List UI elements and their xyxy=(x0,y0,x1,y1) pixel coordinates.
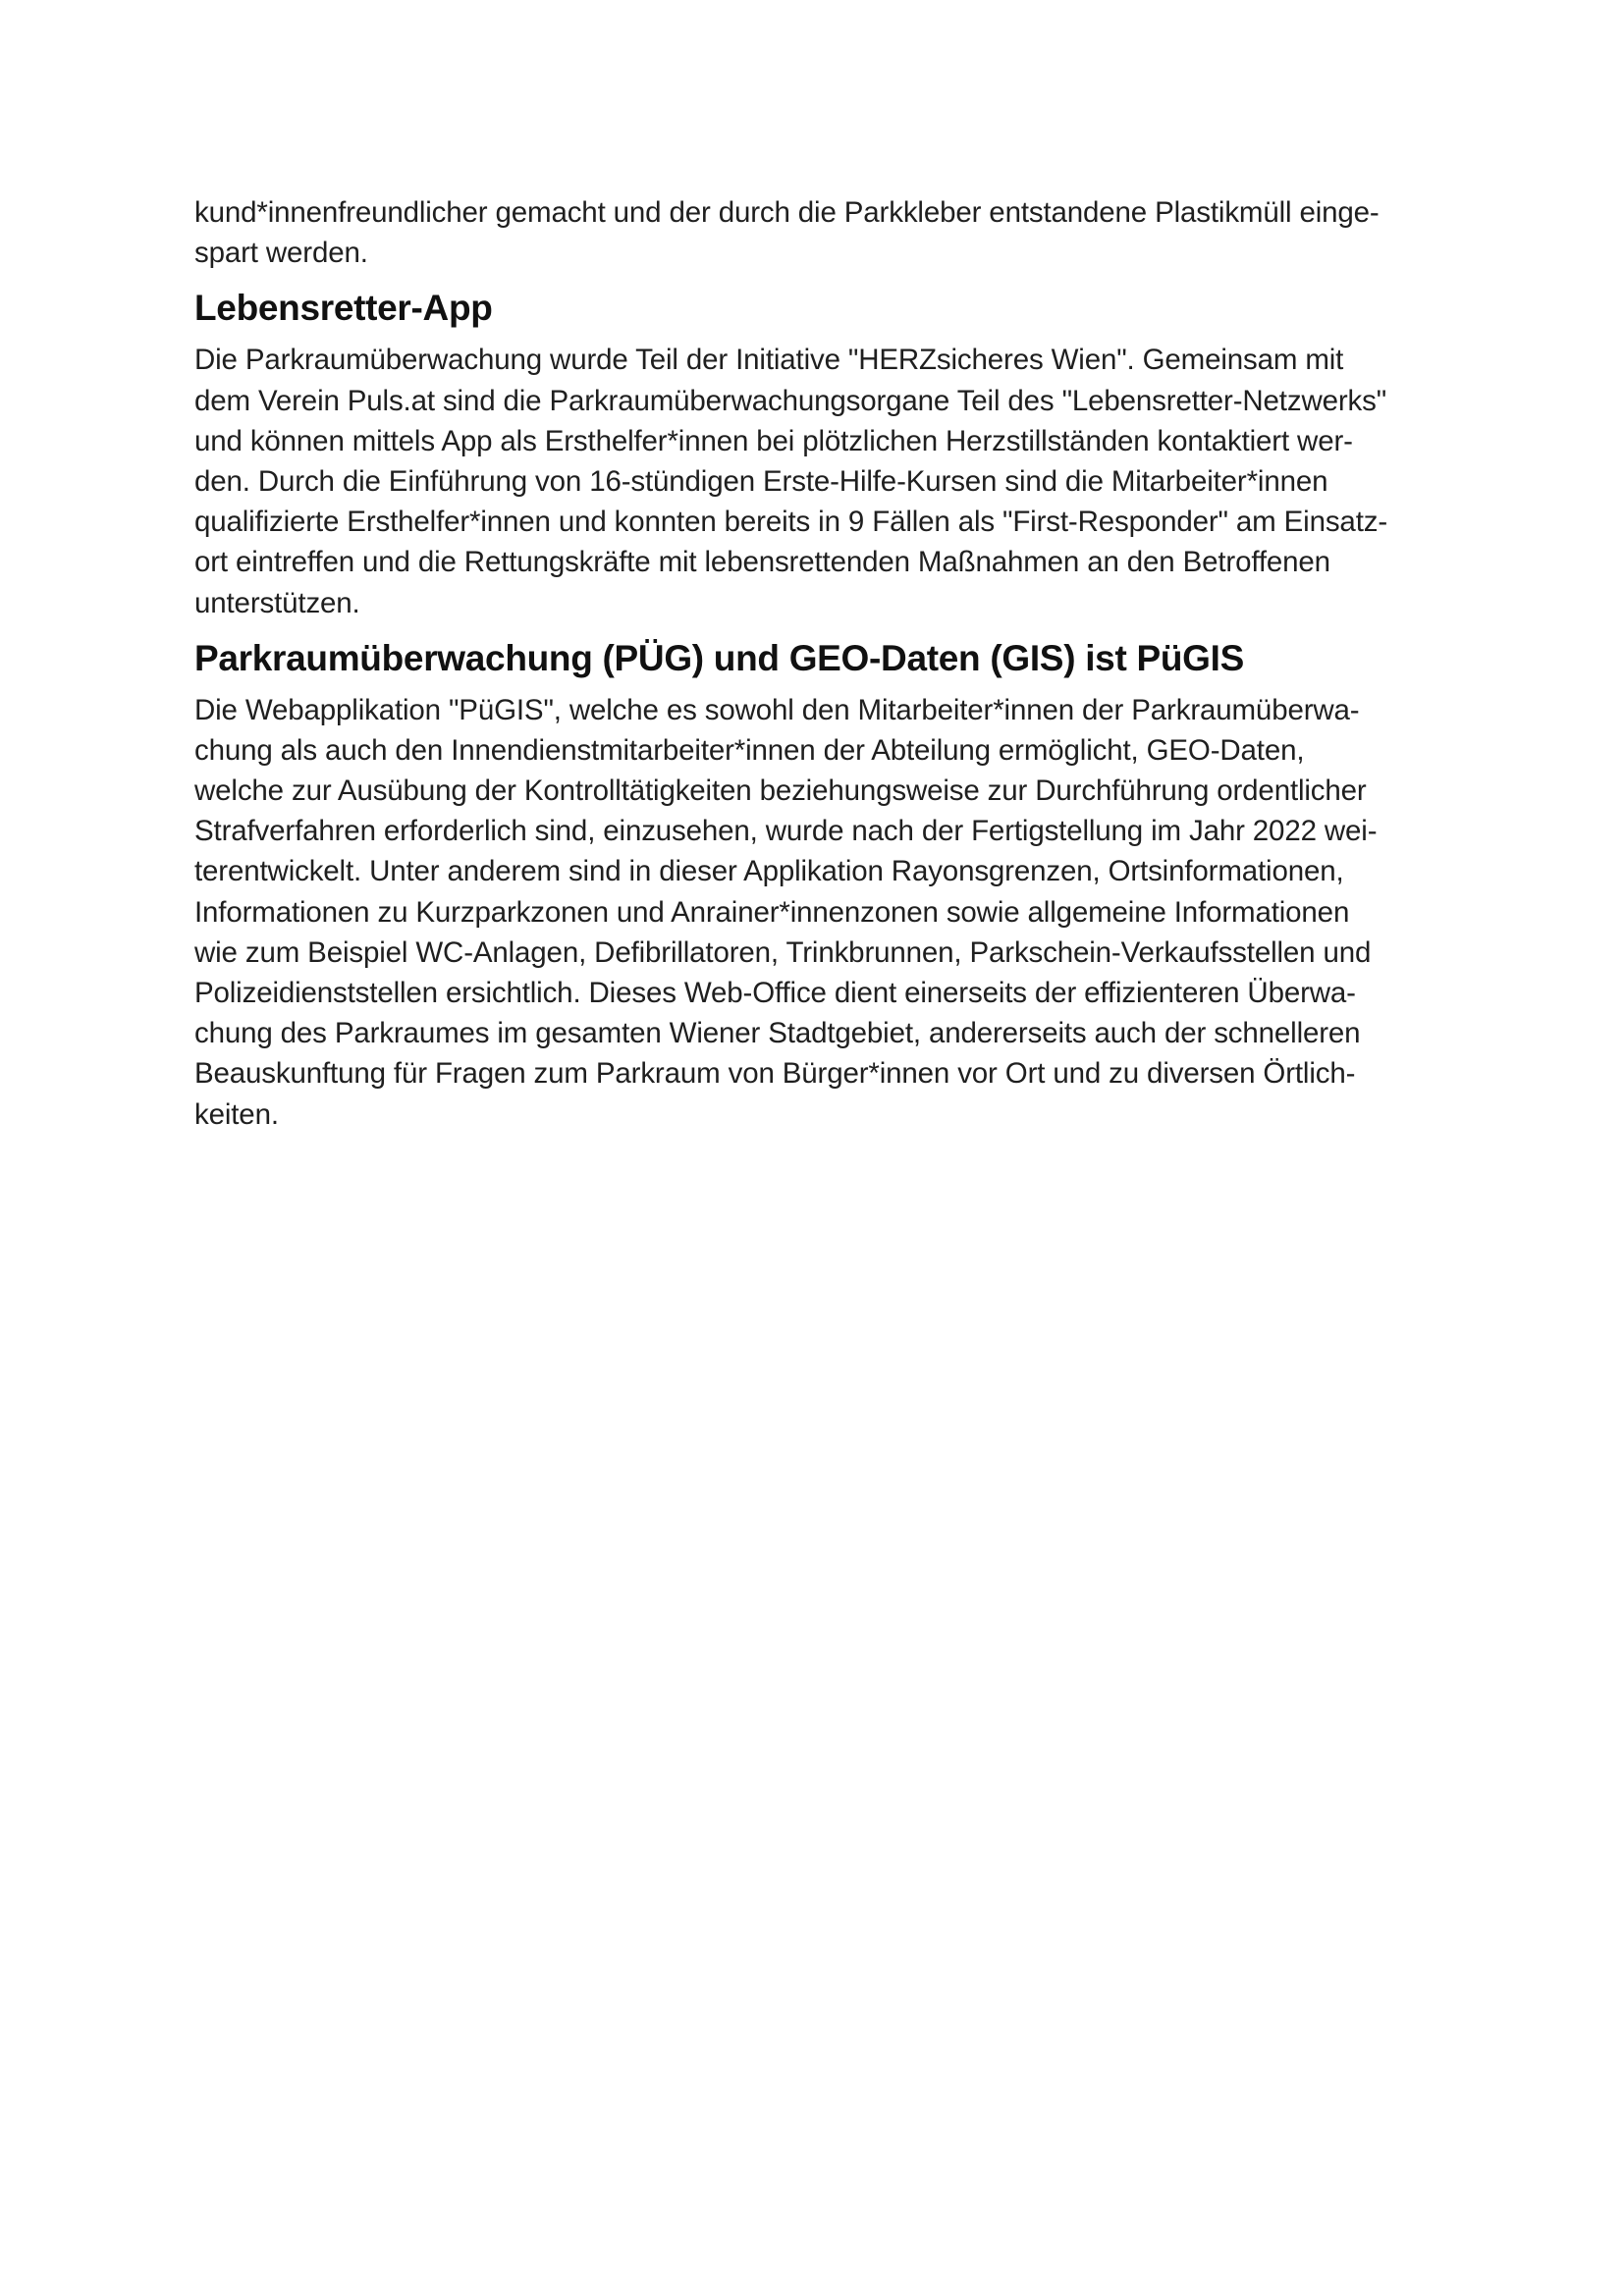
paragraph-line: wie zum Beispiel WC-Anlagen, Defibrillatoren, Trinkbrunnen, Parkschein-Verkaufsstellen und xyxy=(194,935,1372,969)
intro-paragraph xyxy=(194,192,1461,273)
paragraph-line: und können mittels App als Ersthelfer*innen bei plötzlichen Herzstillständen kontaktiert wer- xyxy=(194,424,1353,457)
paragraph-line: terentwickelt. Unter anderem sind in dieser Applikation Rayonsgrenzen, Ortsinformationen, xyxy=(194,855,1344,888)
section-lebensretter-app xyxy=(194,285,1461,622)
paragraph-line: Die Parkraumüberwachung wurde Teil der Initiative "HERZsicheres Wien". Gemeinsam mit xyxy=(194,344,1344,377)
section-heading: Lebensretter-App xyxy=(194,288,493,329)
paragraph-line: den. Durch die Einführung von 16-stündigen Erste-Hilfe-Kursen sind die Mitarbeiter*innen xyxy=(194,464,1328,498)
paragraph-line: welche zur Ausübung der Kontrolltätigkeiten beziehungsweise zur Durchführung ordentlicher xyxy=(194,774,1367,808)
paragraph-line: Polizeidienststellen ersichtlich. Dieses Web-Office dient einerseits der effizienteren Überwa- xyxy=(194,977,1356,1009)
paragraph-line: chung als auch den Innendienstmitarbeiter*innen der Abteilung ermöglicht, GEO-Daten, xyxy=(194,733,1305,767)
paragraph-line: Beauskunftung für Fragen zum Parkraum von Bürger*innen vor Ort und zu diversen Örtlich- xyxy=(194,1057,1356,1091)
paragraph-line: Die Webapplikation "PüGIS", welche es sowohl den Mitarbeiter*innen der Parkraumüberwa- xyxy=(194,693,1360,726)
paragraph-line: Informationen zu Kurzparkzonen und Anrainer*innenzonen sowie allgemeine Informationen xyxy=(194,895,1350,929)
paragraph-line: spart werden. xyxy=(194,237,368,270)
section-heading: Parkraumüberwachung (PÜG) und GEO-Daten (GIS) ist PüGIS xyxy=(194,637,1244,678)
paragraph-line: keiten. xyxy=(194,1097,279,1131)
document-page xyxy=(194,192,1461,1135)
section-paragraph xyxy=(194,340,1461,622)
paragraph-line: ort eintreffen und die Rettungskräfte mit lebensrettenden Maßnahmen an den Betroffenen xyxy=(194,546,1330,579)
section-paragraph xyxy=(194,690,1461,1135)
paragraph-line: unterstützen. xyxy=(194,586,360,619)
paragraph-line: qualifizierte Ersthelfer*innen und konnten bereits in 9 Fällen als "First-Responder" am Einsatz- xyxy=(194,506,1388,539)
paragraph-line: chung des Parkraumes im gesamten Wiener Stadtgebiet, andererseits auch der schnelleren xyxy=(194,1017,1361,1050)
section-puegis xyxy=(194,635,1461,1135)
paragraph-line: dem Verein Puls.at sind die Parkraumüberwachungsorgane Teil des "Lebensretter-Netzwerks" xyxy=(194,384,1387,417)
paragraph-line: Strafverfahren erforderlich sind, einzusehen, wurde nach der Fertigstellung im Jahr 2022 wei- xyxy=(194,815,1378,848)
paragraph-line: kund*innenfreundlicher gemacht und der durch die Parkkleber entstandene Plastikmüll einge- xyxy=(194,196,1380,229)
